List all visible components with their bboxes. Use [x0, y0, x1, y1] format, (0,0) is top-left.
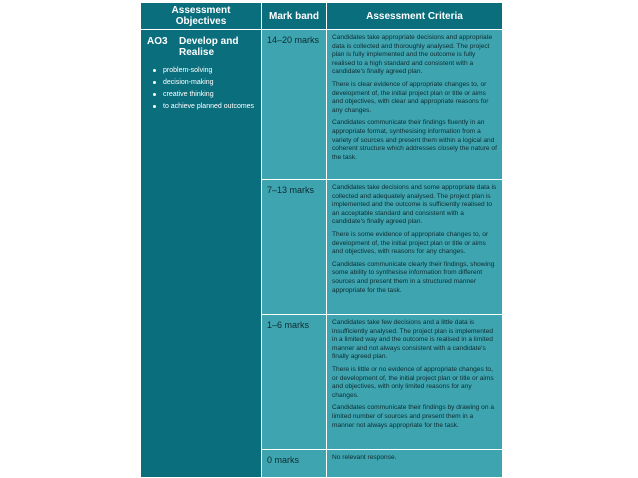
criteria-paragraph: Candidates communicate their findings fluently in an appropriate format, synthesising information from a variety of sources and present them within a logical and coherent structure which addresses closely the nature of the task. — [332, 119, 497, 161]
assessment-table — [140, 2, 503, 478]
bullet-icon — [153, 69, 156, 72]
objective-title: Develop and Realise — [179, 36, 239, 58]
list-item: to achieve planned outcomes — [153, 102, 255, 111]
mark-band-cell: 1–6 marks — [262, 315, 327, 450]
header-criteria: Assessment Criteria — [327, 3, 503, 30]
criteria-cell — [327, 450, 503, 478]
criteria-paragraph: Candidates take few decisions and a little data is insufficiently analysed. The project plan is implemented in a limited way and the outcome is realised in a limited manner and not always consistent with a candidate's finally agreed plan. — [332, 319, 494, 361]
table-header-row — [141, 3, 503, 30]
list-item: decision-making — [153, 78, 255, 87]
bullet-icon — [153, 81, 156, 84]
header-mark-band: Mark band — [262, 3, 327, 30]
criteria-paragraph: Candidates communicate clearly their findings, showing some ability to synthesise information from different sources and present them in a structured manner appropriate for the task. — [332, 260, 495, 294]
criteria-paragraph: No relevant response. — [332, 454, 397, 461]
bullet-icon — [153, 105, 156, 108]
bullet-icon — [153, 93, 156, 96]
objective-heading — [147, 36, 255, 58]
criteria-paragraph: Candidates communicate their findings by drawing on a limited number of sources and present them in a manner not always appropriate for the task. — [332, 404, 495, 429]
criteria-paragraph: Candidates take appropriate decisions and appropriate data is collected and thoroughly analysed. The project plan is fully implemented and the outcome is fully realised to a high standard and consistent with a candidate's finally agreed plan. — [332, 34, 493, 76]
skills-list — [153, 66, 255, 111]
list-item: creative thinking — [153, 90, 255, 99]
header-objectives: Assessment Objectives — [141, 3, 262, 30]
mark-band-cell: 0 marks — [262, 450, 327, 478]
criteria-paragraph: There is little or no evidence of appropriate changes to, or development of, the initial project plan or title or aims and objectives, with only limited reasons for any changes. — [332, 365, 494, 399]
rubric-page — [140, 2, 502, 477]
objective-cell — [141, 30, 262, 478]
objective-code: AO3 — [147, 36, 168, 47]
criteria-cell — [327, 315, 503, 450]
criteria-paragraph: There is some evidence of appropriate changes to, or development of, the initial project plan or title or aims and objectives, with reasons for any changes. — [332, 230, 489, 256]
mark-band-cell: 14–20 marks — [262, 30, 327, 180]
mark-band-cell: 7–13 marks — [262, 180, 327, 315]
criteria-cell — [327, 30, 503, 180]
criteria-paragraph: Candidates take decisions and some appropriate data is collected and adequately analysed. The project plan is implemented and the outcome is sufficiently realised to an acceptable standard and consistent with a candidate's finally agreed plan. — [332, 184, 497, 226]
table-row — [141, 30, 503, 180]
criteria-paragraph: There is clear evidence of appropriate changes to, or development of, the initial project plan or title or aims and objectives, with clear and appropriate reasons for any changes. — [332, 80, 489, 114]
list-item: problem-solving — [153, 66, 255, 75]
criteria-cell — [327, 180, 503, 315]
